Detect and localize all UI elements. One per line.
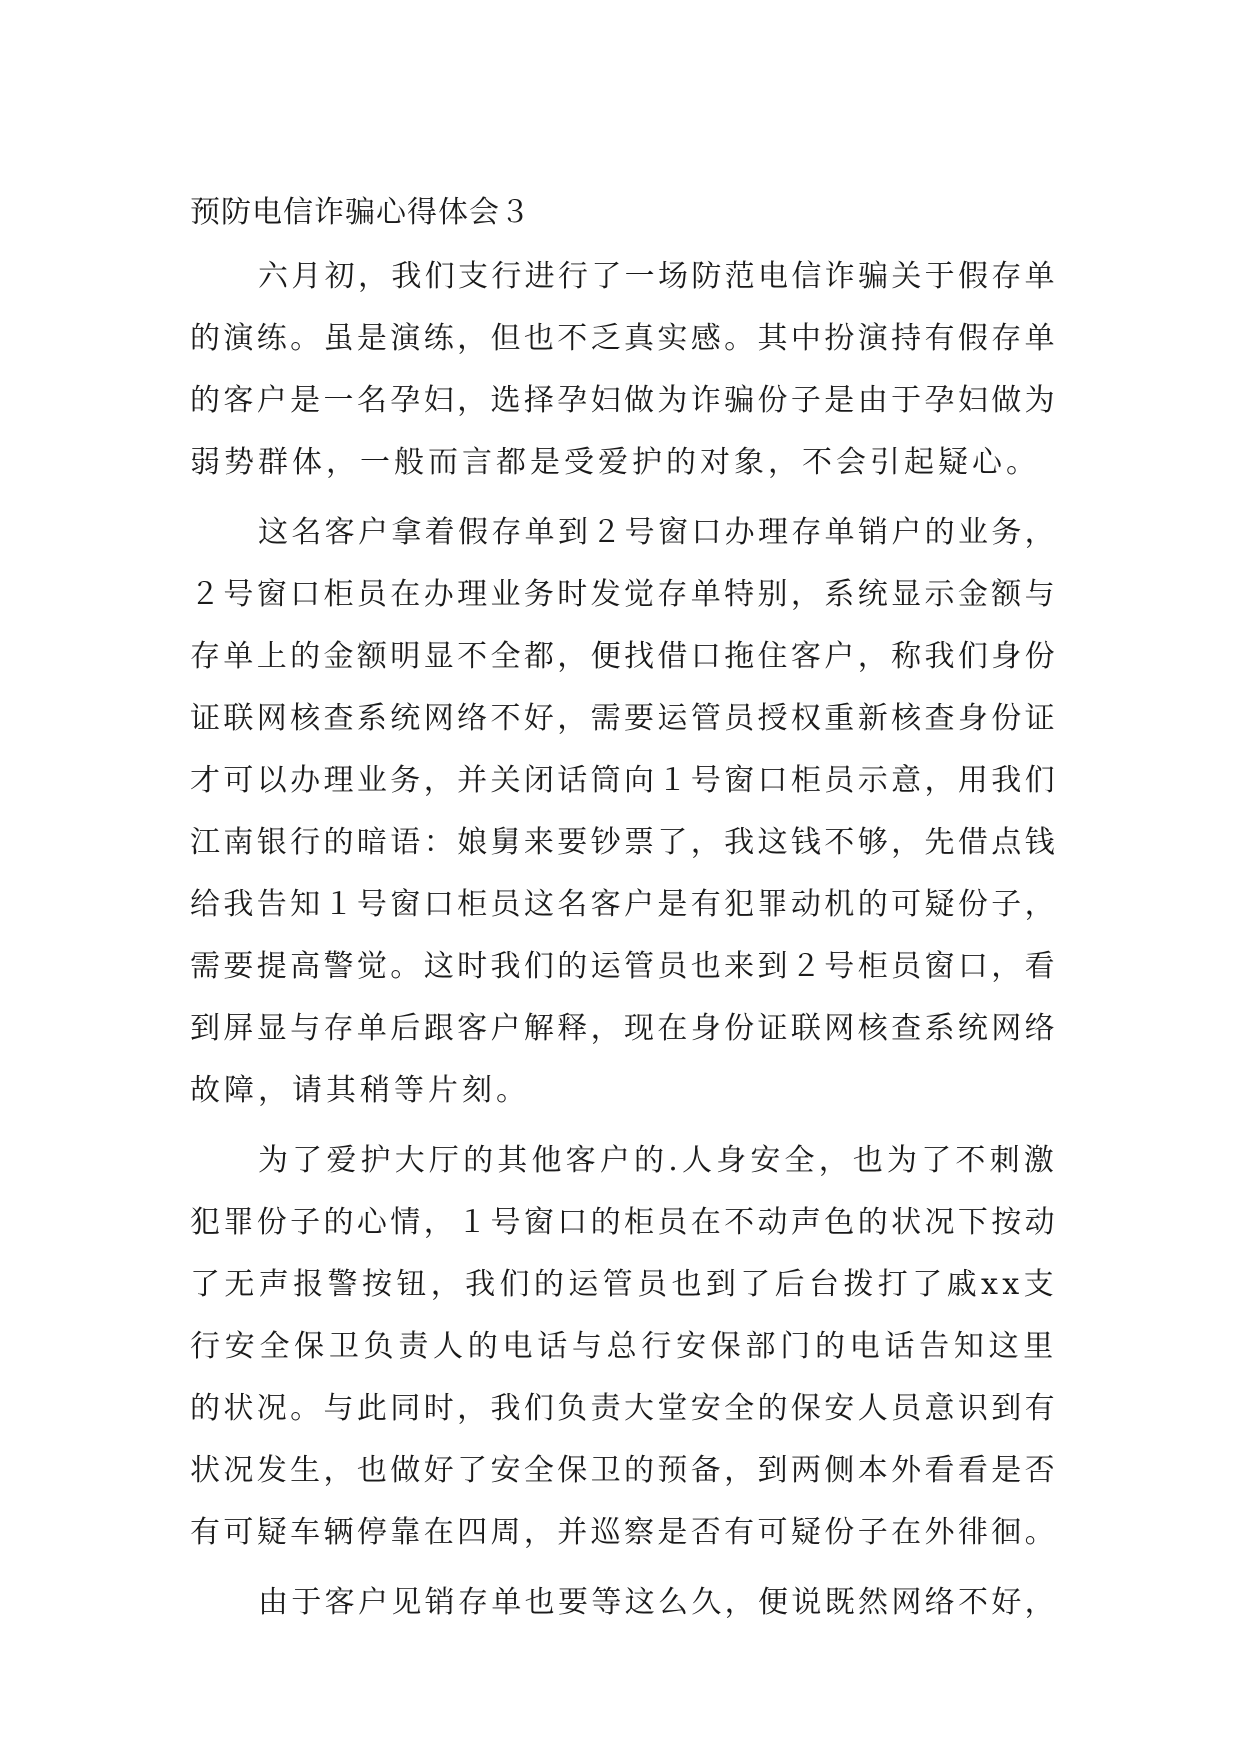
paragraph-2-line-10: 故障，请其稍等片刻。 bbox=[190, 1073, 530, 1108]
paragraph-1-line-2: 的演练。虽是演练，但也不乏真实感。其中扮演持有假存单 bbox=[190, 321, 1058, 356]
document-title: 预防电信诈骗心得体会３ bbox=[190, 195, 531, 230]
paragraph-3-line-3: 了无声报警按钮，我们的运管员也到了后台拨打了戚xx支 bbox=[190, 1267, 1058, 1302]
paragraph-1-line-3: 的客户是一名孕妇，选择孕妇做为诈骗份子是由于孕妇做为 bbox=[190, 383, 1058, 418]
paragraph-3-line-1: 为了爱护大厅的其他客户的.人身安全，也为了不刺激 bbox=[258, 1143, 1058, 1178]
paragraph-3-line-2: 犯罪份子的心情，１号窗口的柜员在不动声色的状况下按动 bbox=[190, 1205, 1058, 1240]
paragraph-2-line-6: 江南银行的暗语：娘舅来要钞票了，我这钱不够，先借点钱 bbox=[190, 825, 1058, 860]
paragraph-4-line-1: 由于客户见销存单也要等这么久，便说既然网络不好， bbox=[258, 1585, 1058, 1620]
paragraph-2-line-4: 证联网核查系统网络不好，需要运管员授权重新核查身份证 bbox=[190, 701, 1058, 736]
paragraph-2-line-3: 存单上的金额明显不全都，便找借口拖住客户，称我们身份 bbox=[190, 639, 1058, 674]
paragraph-2-line-1: 这名客户拿着假存单到２号窗口办理存单销户的业务， bbox=[258, 515, 1058, 550]
paragraph-2-line-5: 才可以办理业务，并关闭话筒向１号窗口柜员示意，用我们 bbox=[190, 763, 1058, 798]
paragraph-3-line-7: 有可疑车辆停靠在四周，并巡察是否有可疑份子在外徘徊。 bbox=[190, 1515, 1058, 1550]
paragraph-1-line-4: 弱势群体，一般而言都是受爱护的对象，不会引起疑心。 bbox=[190, 445, 1040, 480]
paragraph-2-line-8: 需要提高警觉。这时我们的运管员也来到２号柜员窗口，看 bbox=[190, 949, 1058, 984]
paragraph-1-line-1: 六月初，我们支行进行了一场防范电信诈骗关于假存单 bbox=[258, 259, 1058, 294]
paragraph-3-line-4: 行安全保卫负责人的电话与总行安保部门的电话告知这里 bbox=[190, 1329, 1058, 1364]
paragraph-2-line-2: ２号窗口柜员在办理业务时发觉存单特别，系统显示金额与 bbox=[190, 577, 1058, 612]
paragraph-2-line-9: 到屏显与存单后跟客户解释，现在身份证联网核查系统网络 bbox=[190, 1011, 1058, 1046]
paragraph-2-line-7: 给我告知１号窗口柜员这名客户是有犯罪动机的可疑份子， bbox=[190, 887, 1058, 922]
paragraph-3-line-5: 的状况。与此同时，我们负责大堂安全的保安人员意识到有 bbox=[190, 1391, 1058, 1426]
paragraph-3-line-6: 状况发生，也做好了安全保卫的预备，到两侧本外看看是否 bbox=[190, 1453, 1058, 1488]
